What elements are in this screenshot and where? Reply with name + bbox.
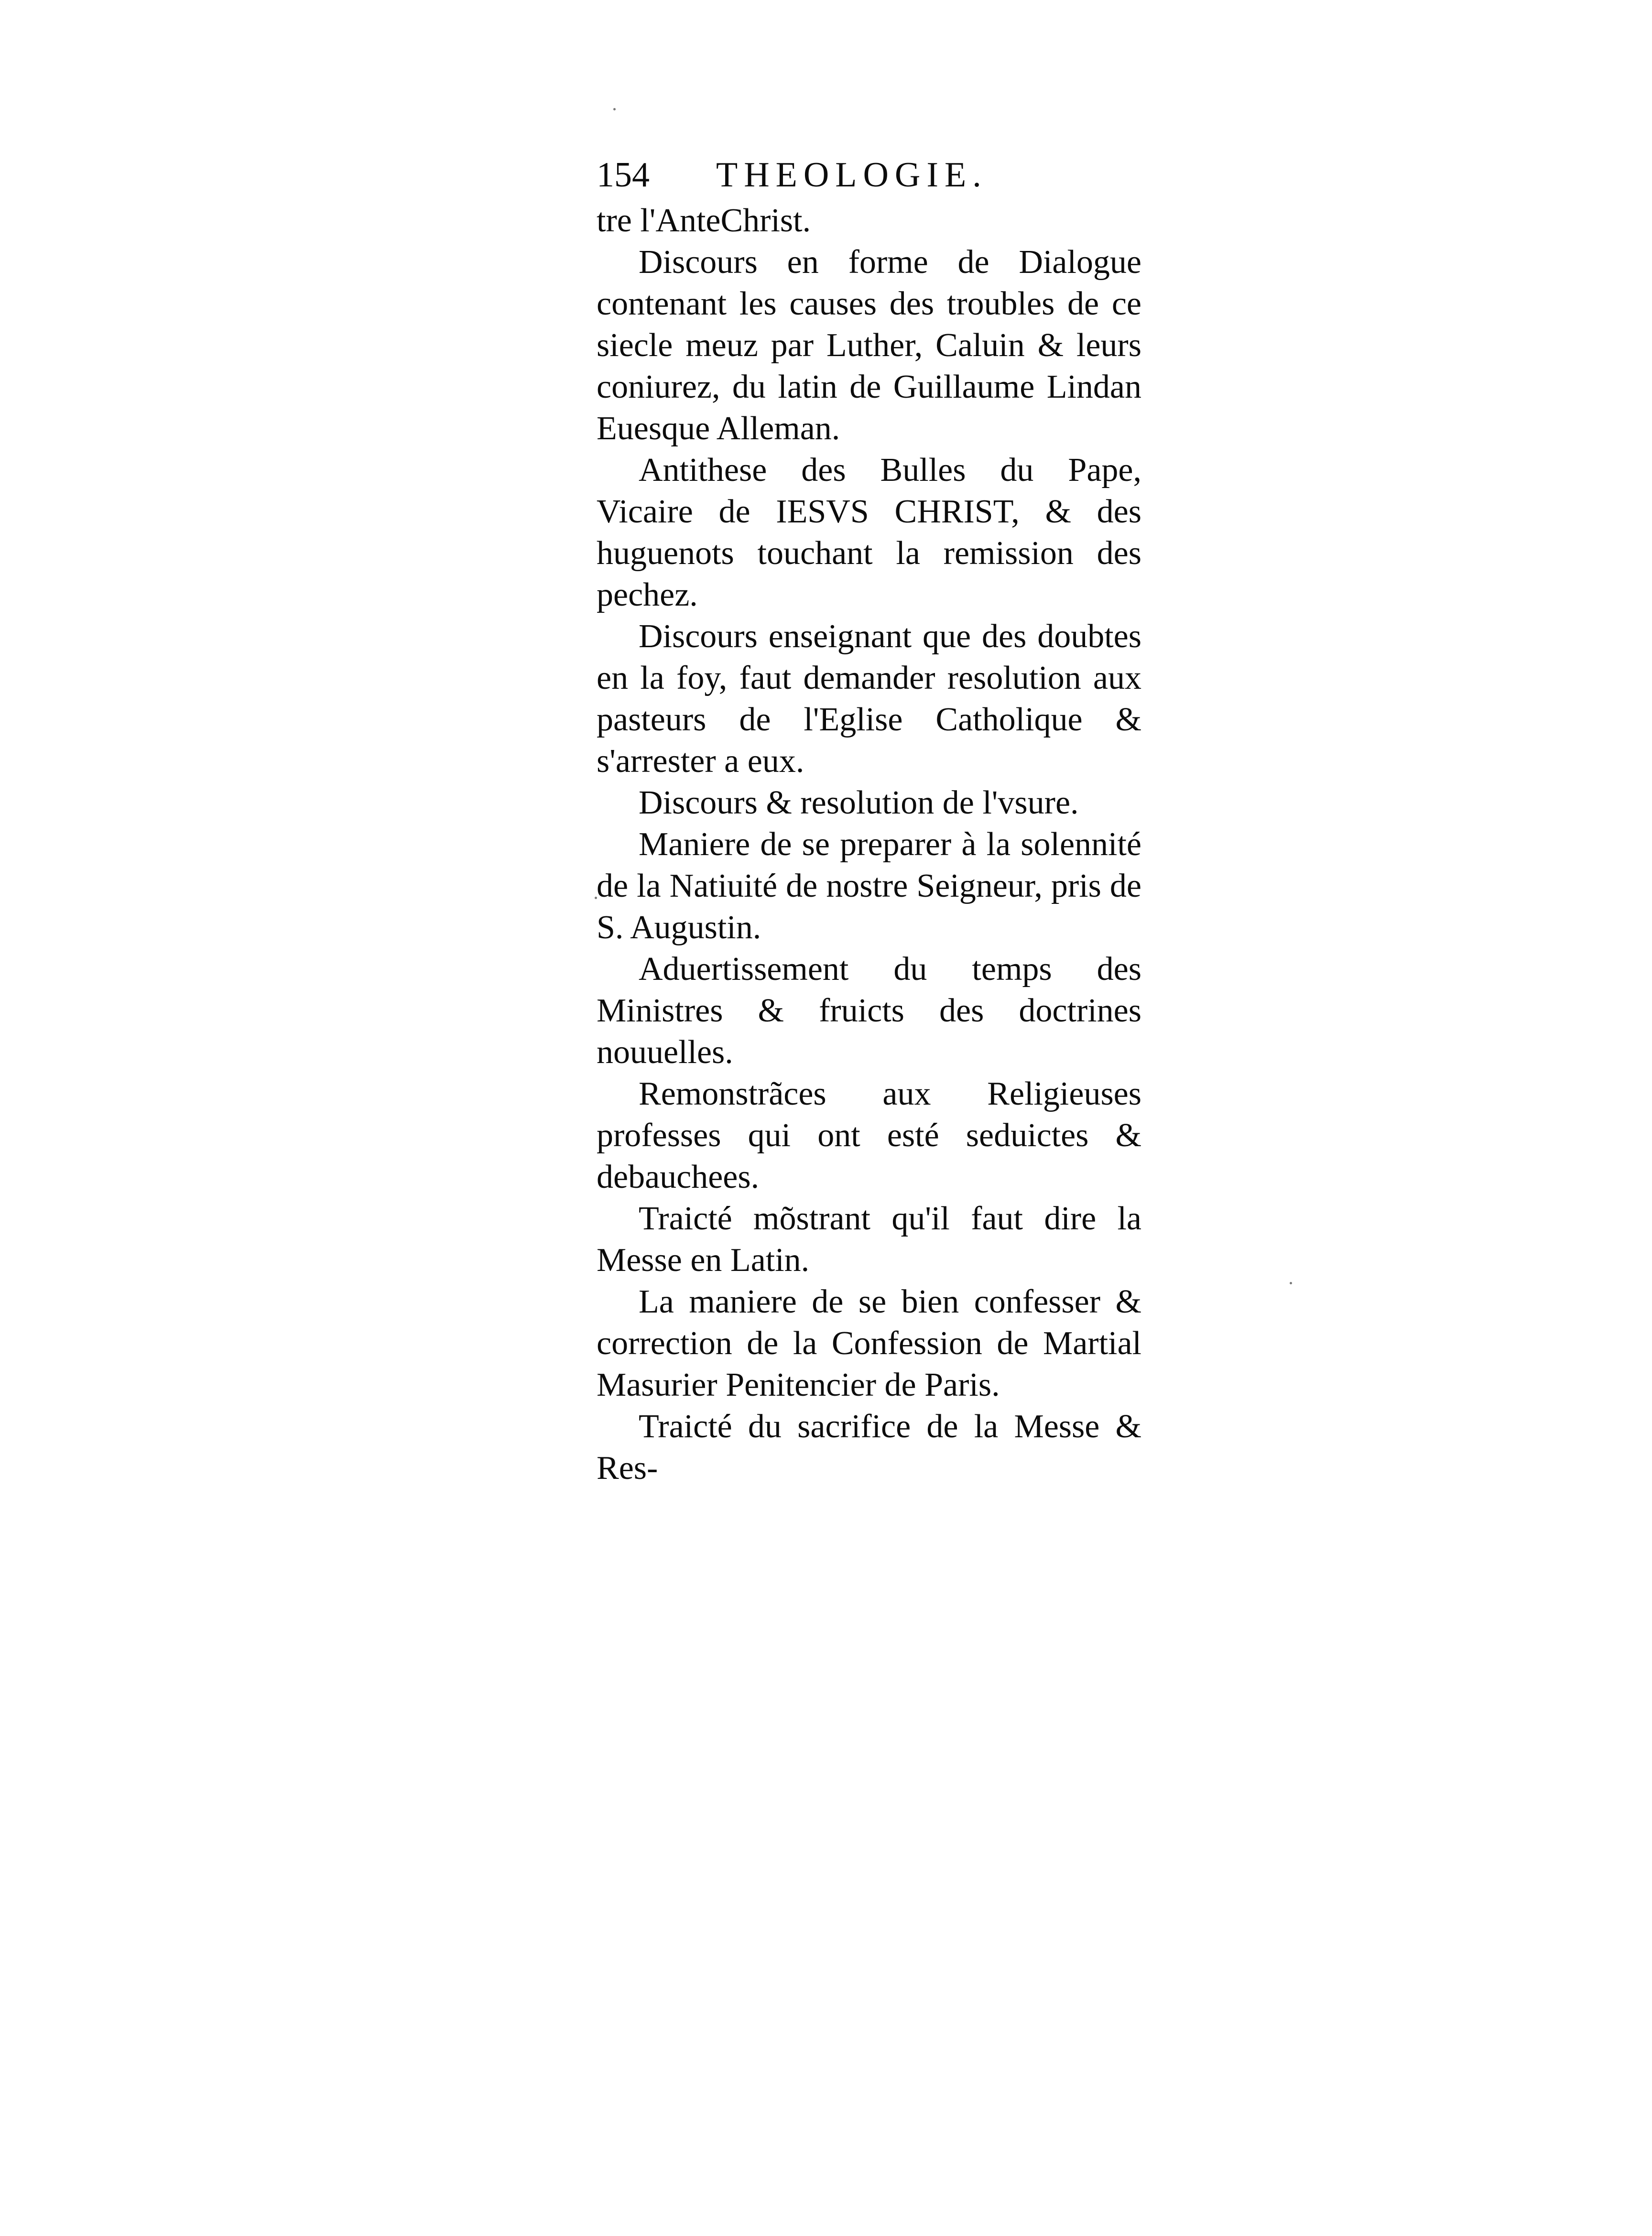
list-item: Traicté mõstrant qu'il faut dire la Messe en Latin. [597, 1200, 1141, 1279]
list-item: La maniere de se bien confesser & correction de la Confession de Martial Masurier Penitencier de Paris. [597, 1283, 1141, 1403]
list-item: Aduertissement du temps des Ministres & fruicts des doctrines nouuelles. [597, 951, 1141, 1071]
paper-speck [1290, 1282, 1292, 1284]
page-number: 154 [597, 155, 650, 195]
list-item: Discours enseignant que des doubtes en la foy, faut demander resolution aux pasteurs de l'Eglise Catholique & s'arrester a eux. [597, 618, 1141, 780]
text-column [597, 152, 1141, 1489]
list-item: Antithese des Bulles du Pape, Vicaire de IESVS CHRIST, & des huguenots touchant la remission des pechez. [597, 452, 1141, 613]
paper-speck [613, 108, 616, 110]
list-item: Discours en forme de Dialogue contenant les causes des troubles de ce siecle meuz par Luther, Caluin & leurs coniurez, du latin de Guillaume Lindan Euesque Alleman. [597, 244, 1141, 447]
entry-list [597, 200, 1141, 1489]
running-title: THEOLOGIE. [716, 155, 988, 195]
list-item: Maniere de se preparer à la solennité de la Natiuité de nostre Seigneur, pris de S. Augustin. [597, 826, 1141, 946]
list-item: Remonstrãces aux Religieuses professes qui ont esté seduictes & debauchees. [597, 1075, 1141, 1195]
running-header [597, 152, 1141, 198]
list-item: tre l'AnteChrist. [597, 202, 811, 239]
list-item: Traicté du sacrifice de la Messe & Res- [597, 1408, 1141, 1487]
list-item: Discours & resolution de l'vsure. [639, 784, 1079, 821]
